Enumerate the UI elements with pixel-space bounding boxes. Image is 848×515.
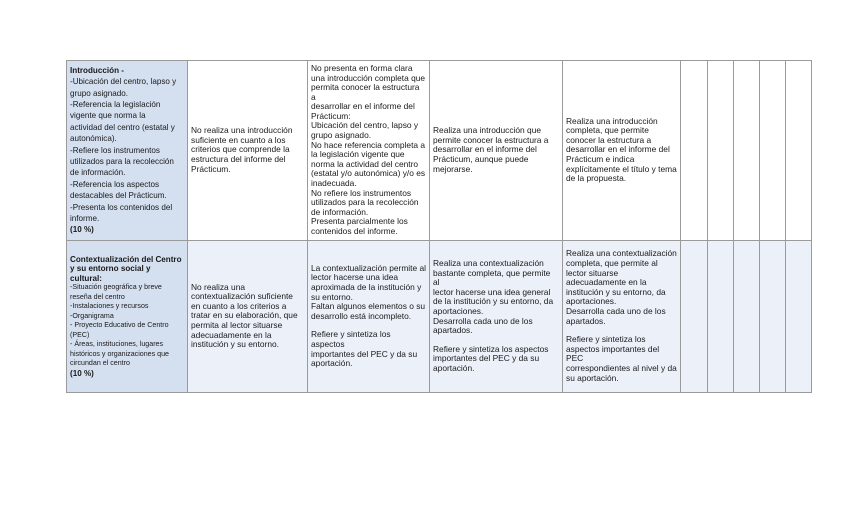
criterion-cell <box>67 240 188 392</box>
description-line: Desarrolla cada uno de los <box>566 305 666 316</box>
description-line: una introducción completa que <box>311 72 426 83</box>
criterion-item: -Instalaciones y recursos <box>70 302 149 311</box>
description-line: su entorno. <box>311 291 353 302</box>
description-line: criterios que comprende la <box>191 144 290 155</box>
description-line: suficiente en cuanto a los <box>191 134 286 145</box>
description-line: contextualización suficiente <box>191 291 293 302</box>
criterion-item: -Ubicación del centro, lapso y <box>70 77 177 87</box>
score-cell[interactable] <box>786 61 812 241</box>
description-line: explícitamente el título y tema <box>566 163 677 174</box>
criterion-item: - Proyecto Educativo de Centro <box>70 321 169 330</box>
description-line: mejorarse. <box>433 163 473 174</box>
criterion-item: (PEC) <box>70 330 90 339</box>
rubric-row-introduccion <box>67 61 812 241</box>
description-line: No refiere los instrumentos <box>311 187 412 198</box>
description-line: aportaciones. <box>433 305 484 316</box>
description-line: desarrollar en el informe del <box>311 101 415 112</box>
description-line: utilizados para la recolección <box>311 197 419 208</box>
description-line: Prácticum: <box>311 110 351 121</box>
description-line: la legislación vigente que <box>311 149 405 160</box>
score-cell[interactable] <box>786 240 812 392</box>
score-cell[interactable] <box>760 61 786 241</box>
criterion-item: vigente que norma la <box>70 111 146 121</box>
criterion-title: Contextualización del Centro <box>70 254 182 264</box>
evaluation-rubric-table <box>66 60 812 393</box>
description-line: institución y su entorno. <box>191 339 279 350</box>
description-line: Realiza una contextualización <box>433 258 544 268</box>
description-line: Realiza una introducción <box>566 115 658 126</box>
criterion-title: y su entorno social y cultural: <box>70 264 151 283</box>
description-line: (estatal y/o autonómica) y/o es <box>311 168 426 179</box>
description-line: permite conocer la estructura a <box>433 134 549 145</box>
description-line: Ubicación del centro, lapso y <box>311 120 419 131</box>
description-line: estructura del informe del <box>191 154 286 165</box>
description-line: La contextualización permite al <box>311 262 426 273</box>
description-line: Prácticum. <box>191 163 231 174</box>
rubric-row-contextualizacion <box>67 240 812 392</box>
level-2-description <box>308 61 430 241</box>
score-cell[interactable] <box>681 240 708 392</box>
criterion-item: -Organigrama <box>70 311 114 320</box>
description-line: su aportación. <box>566 372 619 383</box>
description-line: conocer la estructura a <box>566 134 652 145</box>
criterion-cell <box>67 61 188 241</box>
criterion-item: -Presenta los contenidos del <box>70 202 173 212</box>
criterion-item: -Referencia los aspectos <box>70 179 160 189</box>
level-1-description <box>188 61 308 241</box>
level-3-description <box>430 240 563 392</box>
description-line: permita al lector situarse <box>191 320 283 331</box>
description-line: aportación. <box>433 362 475 373</box>
description-line: de la institución y su entorno, da <box>433 296 554 307</box>
criterion-item: actividad del centro (estatal y <box>70 122 175 132</box>
description-line: correspondientes al nivel y da <box>566 362 677 373</box>
criterion-item: -Situación geográfica y breve <box>70 283 162 292</box>
description-line: lector hacerse una idea <box>311 272 399 283</box>
level-4-description <box>563 61 681 241</box>
description-line: No realiza una introducción <box>191 125 293 136</box>
description-line: inadecuada. <box>311 178 357 189</box>
description-line: Refiere y sintetiza los <box>566 334 646 345</box>
description-line: lector situarse <box>566 267 619 278</box>
description-line: importantes del PEC y da su <box>433 353 540 364</box>
level-4-description <box>563 240 681 392</box>
criterion-item: destacables del Prácticum. <box>70 191 167 201</box>
description-line: Realiza una introducción que <box>433 125 542 136</box>
description-line: No realiza una <box>191 281 246 292</box>
description-line: adecuadamente en la <box>191 329 272 340</box>
description-line: apartados. <box>566 315 606 326</box>
description-line: apartados. <box>433 325 473 336</box>
criterion-item: informe. <box>70 214 100 223</box>
description-line: Refiere y sintetiza los aspectos <box>433 343 549 354</box>
description-line: bastante completa, que permite al <box>433 267 551 288</box>
description-line: de información. <box>311 206 369 217</box>
description-line: norma la actividad del centro <box>311 158 419 169</box>
description-line: Prácticum, aunque puede <box>433 154 529 165</box>
criterion-item: reseña del centro <box>70 292 125 301</box>
criterion-item: - Áreas, instituciones, lugares <box>70 340 164 349</box>
description-line: Faltan algunos elementos o su <box>311 301 426 312</box>
description-line: Prácticum e indica <box>566 154 635 165</box>
score-cell[interactable] <box>734 61 760 241</box>
description-line: de la propuesta. <box>566 173 627 184</box>
score-cell[interactable] <box>708 61 734 241</box>
description-line: completa, que permite <box>566 125 649 136</box>
description-line: grupo asignado. <box>311 130 372 141</box>
description-line: completa, que permite al <box>566 258 658 268</box>
description-line: Presenta parcialmente los <box>311 216 408 227</box>
criterion-item: utilizados para la recolección <box>70 156 174 166</box>
description-line: No presenta en forma clara <box>311 62 413 73</box>
description-line: adecuadamente en la <box>566 277 647 288</box>
criterion-item: grupo asignado. <box>70 88 129 98</box>
description-line: aproximada de la institución y <box>311 281 422 292</box>
description-line: institución y su entorno, da <box>566 286 666 297</box>
description-line: lector hacerse una idea general <box>433 286 551 297</box>
description-line: Realiza una contextualización <box>566 248 677 259</box>
description-line: Refiere y sintetiza los aspectos <box>311 329 391 349</box>
description-line: aportaciones. <box>566 296 617 307</box>
score-cell[interactable] <box>734 240 760 392</box>
criterion-item: -Referencia la legislación <box>70 99 161 109</box>
description-line: contenidos del informe. <box>311 226 398 237</box>
description-line: No hace referencia completa a <box>311 139 426 150</box>
criterion-weight: (10 %) <box>70 368 94 378</box>
description-line: desarrollar en el informe del <box>566 144 670 155</box>
level-3-description <box>430 61 563 241</box>
criterion-item: circundan el centro <box>70 359 130 368</box>
criterion-item: autonómica). <box>70 134 117 144</box>
criterion-item: -Refiere los instrumentos <box>70 145 160 155</box>
criterion-weight: (10 %) <box>70 225 94 235</box>
description-line: desarrollar en el informe del <box>433 144 537 155</box>
score-cell[interactable] <box>760 240 786 392</box>
description-line: desarrollo está incompleto. <box>311 310 412 321</box>
description-line: Desarrolla cada uno de los <box>433 315 533 326</box>
criterion-title: Introducción - <box>70 65 124 75</box>
description-line: aspectos importantes del PEC <box>566 343 660 364</box>
description-line: aportación. <box>311 358 353 369</box>
score-cell[interactable] <box>708 240 734 392</box>
criterion-item: de información. <box>70 168 126 178</box>
level-2-description <box>308 240 430 392</box>
level-1-description <box>188 240 308 392</box>
description-line: en cuanto a los criterios a <box>191 300 287 311</box>
description-line: permita conocer la estructura a <box>311 82 420 102</box>
criterion-item: históricos y organizaciones que <box>70 349 169 358</box>
description-line: importantes del PEC y da su <box>311 348 418 359</box>
score-cell[interactable] <box>681 61 708 241</box>
description-line: tratar en su elaboración, que <box>191 310 298 321</box>
